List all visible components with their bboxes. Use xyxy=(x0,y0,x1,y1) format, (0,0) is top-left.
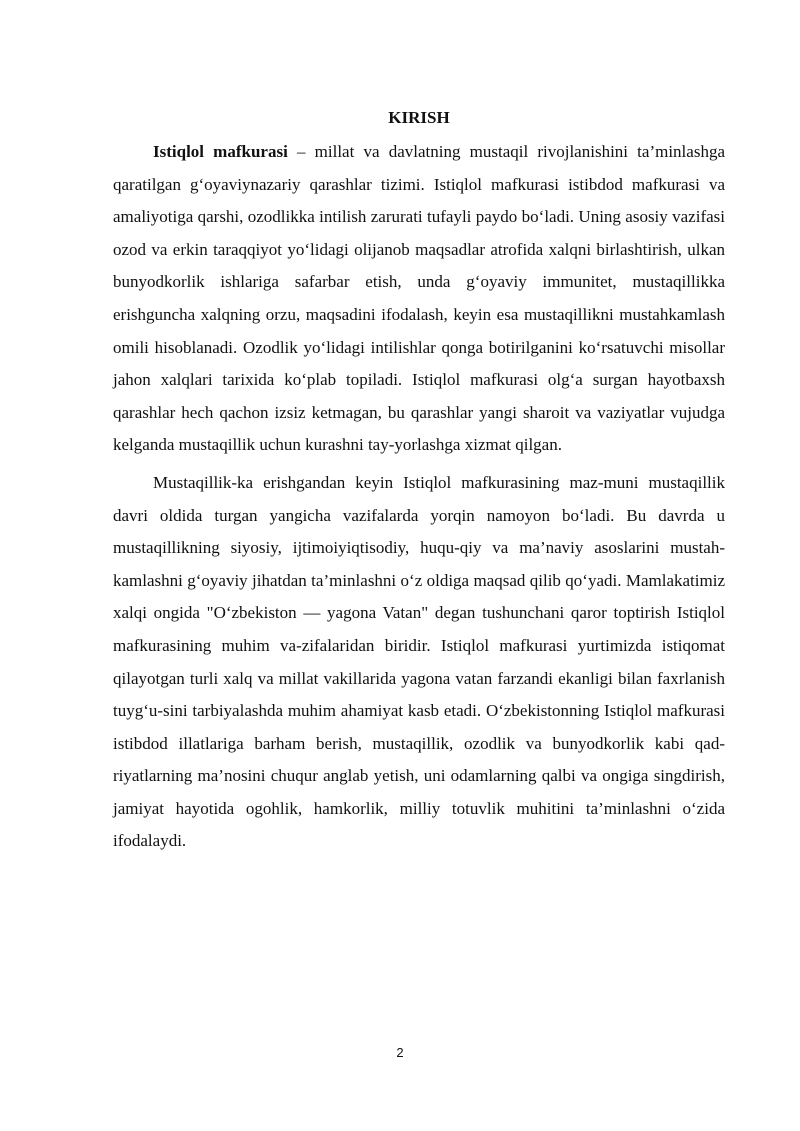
intro-paragraph xyxy=(113,136,725,462)
intro-paragraph-text: – millat va davlatning mustaqil rivojlanishini ta’minlashga qaratilgan g‘oyaviynazariy qarashlar tizimi. Istiqlol mafkurasi istibdod mafkurasi va amaliyotiga qarshi, ozodlikka intilish zarurati tufayli paydo bo‘ladi. Uning asosiy vazifasi ozod va erkin taraqqiyot yo‘lidagi olijanob maqsadlar atrofida xalqni birlashtirish, ulkan bunyodkorlik ishlariga safarbar etish, unda g‘oyaviy immunitet, mustaqillikka erishguncha xalqning orzu, maqsadini ifodalash, keyin esa mustaqillikni mustahkamlash omili hisoblanadi. Ozodlik yo‘lidagi intilishlar qonga botirilganini ko‘rsatuvchi misollar jahon xalqlari tarixida ko‘plab topiladi. Istiqlol mafkurasi olg‘a surgan hayotbaxsh qarashlar hech qachon izsiz ketmagan, bu qarashlar yangi sharoit va vaziyatlar vujudga kelganda mustaqillik uchun kurashni tay-yorlashga xizmat qilgan. xyxy=(113,142,725,455)
key-term: Istiqlol mafkurasi xyxy=(153,142,288,161)
page-title: KIRISH xyxy=(388,108,450,127)
body-paragraph: Mustaqillik-ka erishgandan keyin Istiqlol mafkurasining maz-muni mustaqillik davri oldida turgan yangicha vazifalarda yorqin namoyon bo‘ladi. Bu davrda u mustaqillikning siyosiy, ijtimoiyiqtisodiy, huqu-qiy va ma’naviy asoslarini mustah-kamlashni g‘oyaviy jihatdan ta’minlashni o‘z oldiga maqsad qilib qo‘yadi. Mamlakatimiz xalqi ongida "O‘zbekiston — yagona Vatan" degan tushunchani qaror toptirish Istiqlol mafkurasining muhim va-zifalaridan biridir. Istiqlol mafkurasi yurtimizda istiqomat qilayotgan turli xalq va millat vakillarida yagona vatan farzandi ekanligi bilan faxrlanish tuyg‘u-sini tarbiyalashda muhim ahamiyat kasb etadi. O‘zbekistonning Istiqlol mafkurasi istibdod illatlariga barham berish, mustaqillik, ozodlik va bunyodkorlik kabi qad-riyatlarning ma’nosini chuqur anglab yetish, uni odamlarning qalbi va ongiga singdirish, jamiyat hayotida ogohlik, hamkorlik, milliy totuvlik muhitini ta’minlashni o‘zida ifodalaydi. xyxy=(113,472,725,851)
page-number: 2 xyxy=(396,1045,404,1060)
page-content xyxy=(113,104,725,858)
